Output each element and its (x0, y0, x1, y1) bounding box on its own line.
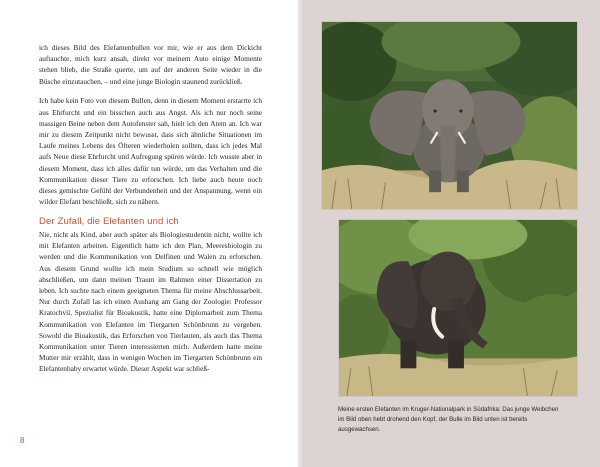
paragraph-1: ich dieses Bild des Elefantenbullen vor mir, wie er aus dem Dickicht auftauchte, mich kurz ansah, direkt vor meinem Auto einige Momente stehen blieb, die Straße querte, um auf der anderen Seite wieder in die Büsche einzutauchen, – und eine junge Biologin staunend zurückließ. (39, 43, 262, 86)
body-text-column (39, 42, 262, 375)
page-number: 8 (20, 436, 25, 445)
paragraph-2: Ich habe kein Foto von diesem Bullen, denn in diesem Moment erstarrte ich aus Ehrfurcht und ein bisschen auch aus Angst. Als ich nur noch seine massigen Beine neben dem Autofenster sah, hielt ich den Atem an. Ich war mir zu diesem Zeitpunkt nicht bewusst, dass sich ähnliche Situationen im Laufe meines Lebens des Öfteren wiederholen sollten, dass ich jedes Mal aufs Neue diese Ehrfurcht und Aufregung spüren würde. Ich wusste aber in diesem Moment, dass ich alles dafür tun würde, um das Verhalten und die Kommunikation dieser Tiere zu erforschen. Ich liebe auch heute noch dieses gemischte Gefühl der Verbundenheit und der Anspannung, wenn ein wilder Elefant beschließt, sich zu nähern. (39, 96, 262, 207)
section-heading: Der Zufall, die Elefanten und ich (39, 216, 179, 228)
photo-adult-bull-elephant (338, 219, 578, 397)
book-gutter (298, 0, 304, 467)
elephant-photo-bottom-image (339, 220, 577, 396)
photo-caption: Meine ersten Elefanten im Kruger-Nationalpark in Südafrika: Das junge Weibchen im Bild oben hebt drohend den Kopf, der Bulle im Bild unten ist bereits ausgewachsen. (338, 406, 559, 433)
elephant-photo-top-image (322, 22, 577, 209)
right-page (300, 0, 600, 467)
section-paragraph: Nie, nicht als Kind, aber auch später als Biologiestudentin nicht, wollte ich mit Elefanten arbeiten. Eigentlich hatte ich den Plan, Meeresbiologin zu werden und die Kommunikation von Delfinen und Walen zu erforschen. Aus diesem Grund wollte ich mein Studium so schnell wie möglich abschließen, um dann meinen Traum im Rahmen einer Dissertation zu leben. Ich suchte nach einem geeigneten Thema für meine Abschlussarbeit. Nur durch Zufall las ich einen Aushang am Gang der Zoologie: Professor Kratochvil, Spezialist für Bioakustik, hatte eine Diplomarbeit zum Thema Kommunikation von Elefanten im Tiergarten Schönbrunn zu vergeben. Sowohl die Bioakustik, das Erforschen von Tierlauten, als auch das Thema Kommunikation unter Tieren interessierten mich. Außerdem hatte meine Mutter mir erzählt, dass in wenigen Wochen im Tiergarten Schönbrunn ein Elefantenbaby erwartet würde. Dieser Aspekt war schließ- (39, 230, 262, 374)
photo-young-female-elephant (321, 21, 578, 210)
